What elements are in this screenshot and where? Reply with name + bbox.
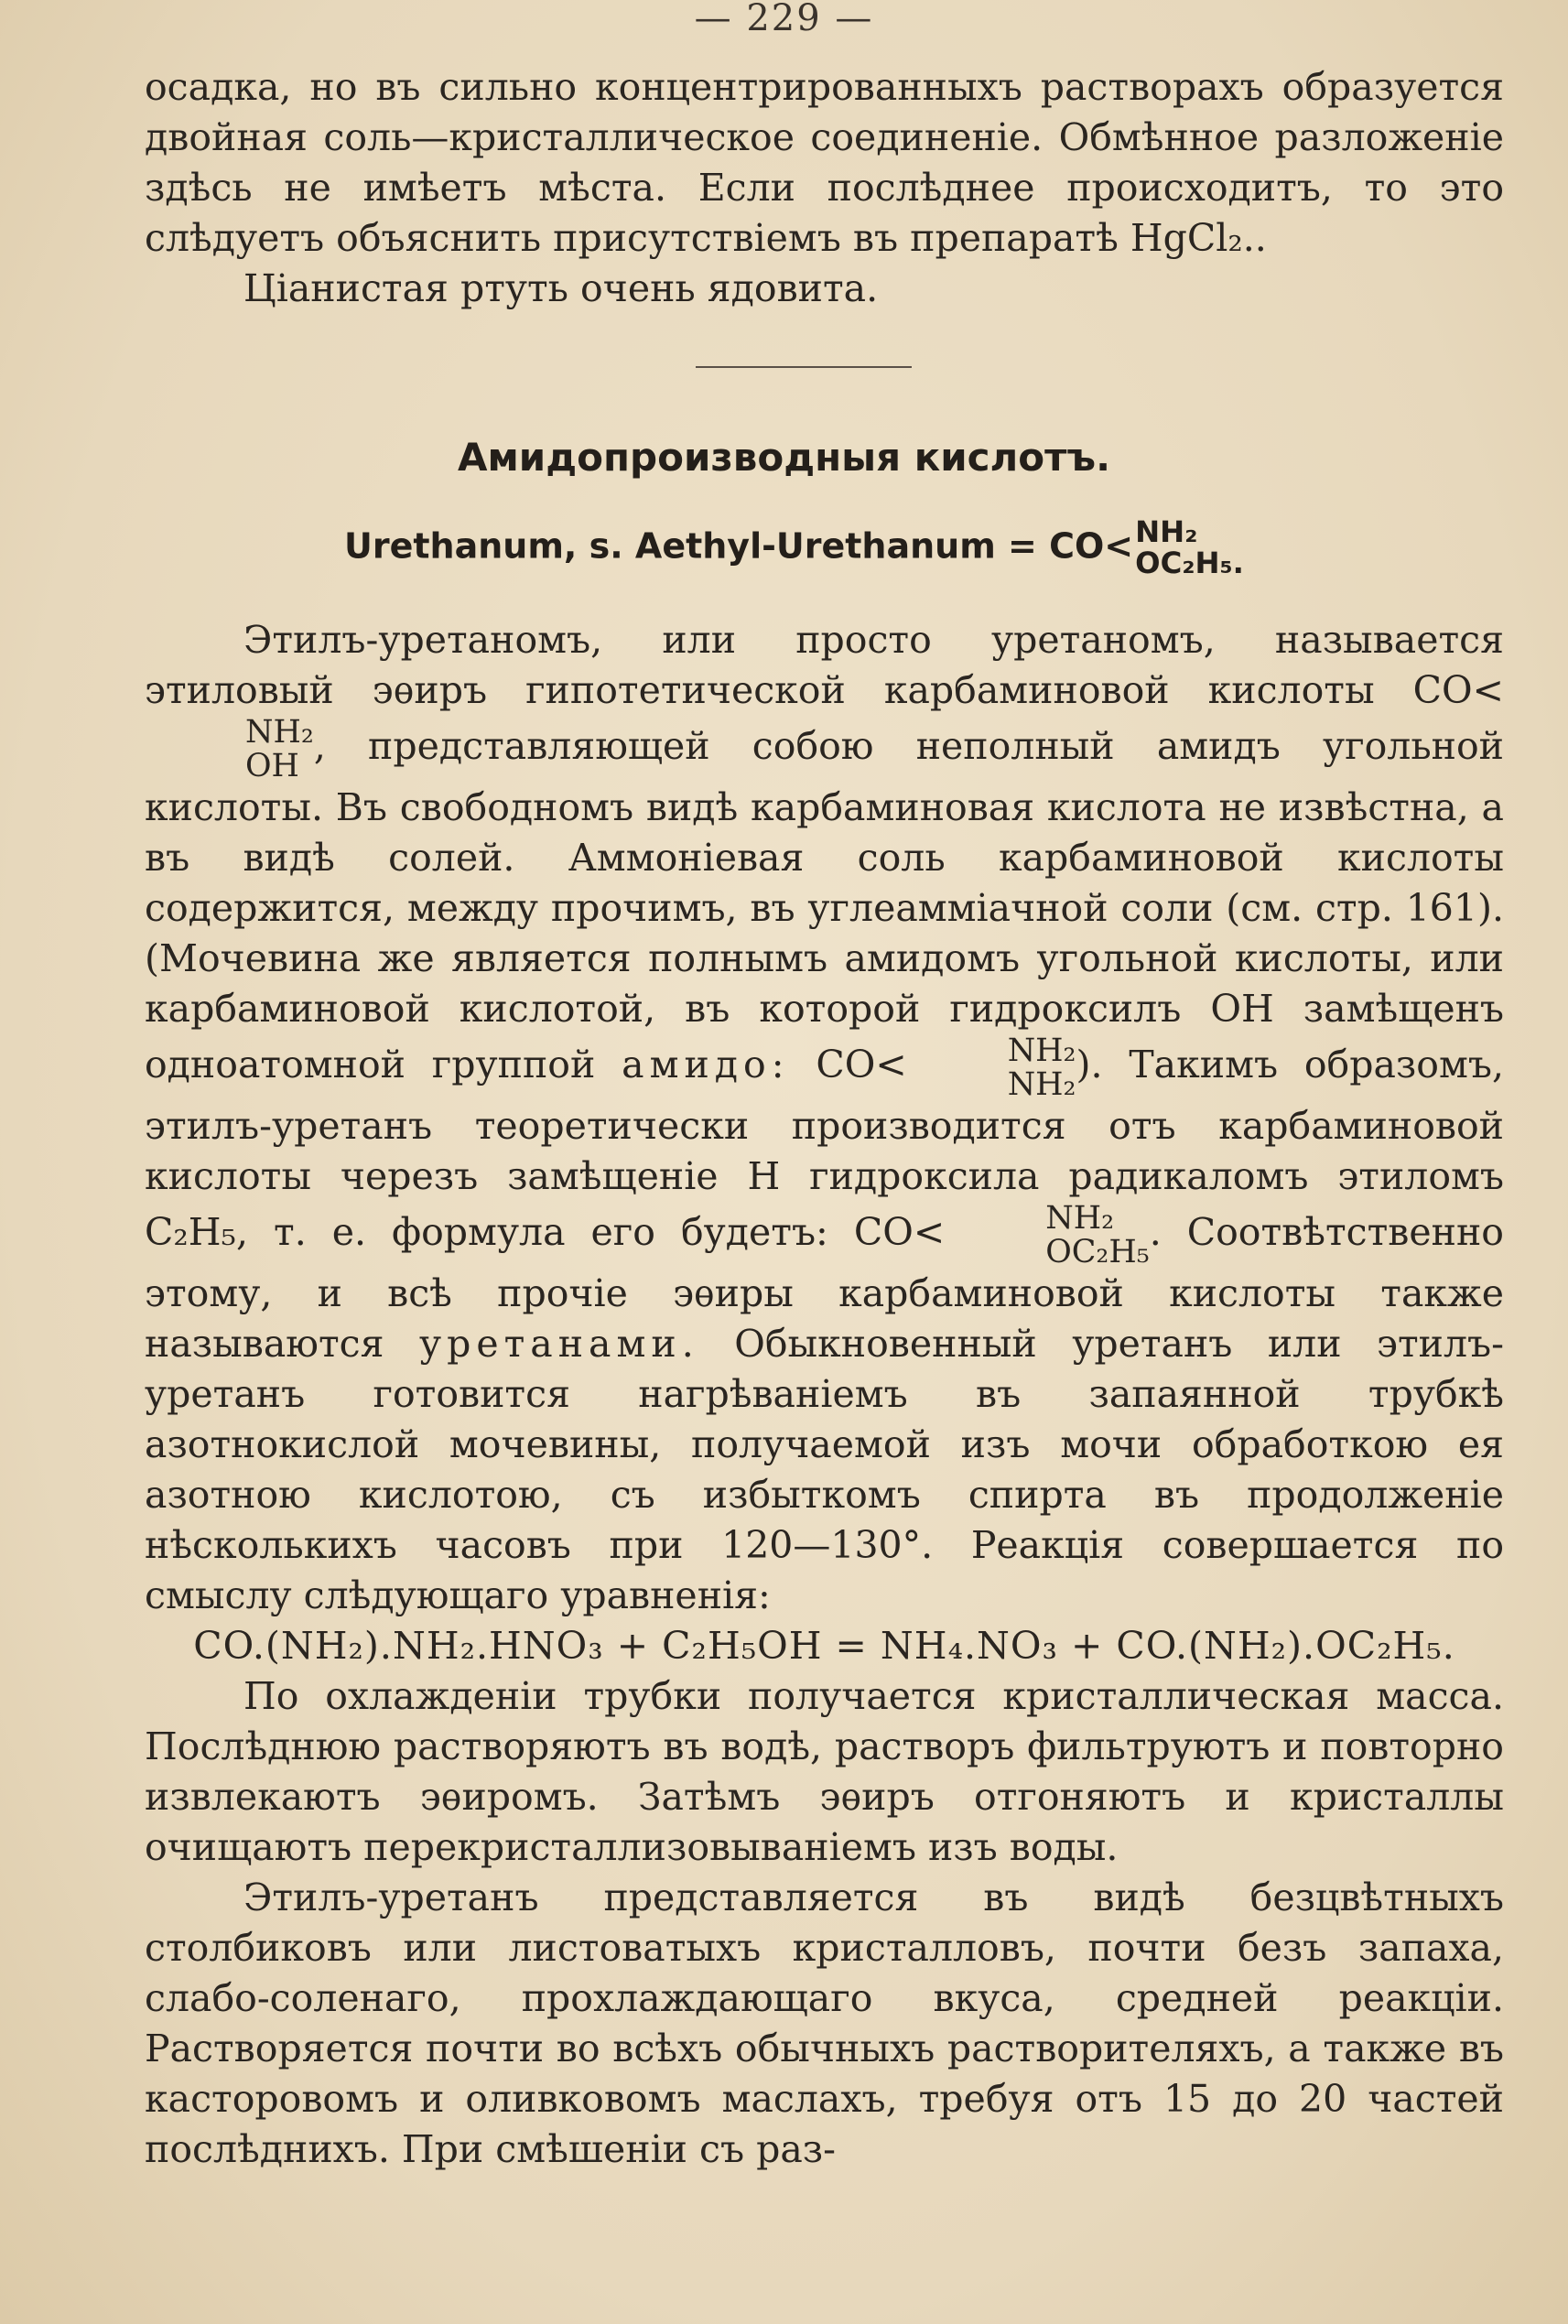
heading-latin-name: Urethanum, — [344, 525, 578, 567]
section-divider — [696, 366, 912, 368]
heading-formula-bottom: OC₂H₅. — [1135, 545, 1244, 580]
intro-paragraph-toxicity: Ціанистая ртуть очень ядовита. — [243, 266, 879, 310]
heading-separator: s. — [589, 525, 623, 567]
formula-urethane: CO< NH₂ OC₂H₅ — [853, 1200, 1150, 1270]
intro-text — [145, 62, 1504, 314]
intro-paragraph: осадка, но въ сильно концентрированныхъ растворахъ образуется двойная соль—кристаллическое соединеніе. Обмѣнное разложеніе здѣсь не имѣетъ мѣста. Если послѣднее происходитъ, то это слѣдуетъ объяснить присутствіемъ въ препаратѣ HgCl₂.. — [145, 65, 1504, 260]
body-paragraph-urethane: Этилъ-уретаномъ, или просто уретаномъ, называется этиловый эѳиръ гипотетической карбаминовой кислоты CO< NH₂ OH , представляющей собою неполный амидъ угольной кислоты. Въ свободномъ видѣ карбаминовая кислота не извѣстна, а въ видѣ солей. Аммоніевая соль карбаминовой кислоты содержится, между прочимъ, въ углеамміачной соли (см. стр. 161). (Мочевина же является полнымъ амидомъ угольной кислоты, или карбаминовой кислотой, въ которой гидроксилъ OH замѣщенъ одноатомной группой амидо: CO< NH₂ NH₂ ). Такимъ образомъ, этилъ-уретанъ теоретически производится отъ карбаминовой кислоты черезъ замѣщеніе H гидроксила радикаломъ этиломъ C₂H₅, т. е. формула его будетъ: CO< NH₂ OC₂H₅ . Соотвѣтственно этому, и всѣ прочіе эѳиры карбаминовой кислоты также называются уретанами. Обыкновенный уретанъ или этилъ-уретанъ готовится нагрѣваніемъ въ запаянной трубкѣ азотнокислой мочевины, получаемой изъ мочи обработкою ея азотною кислотою, съ избыткомъ спирта въ продолженіе нѣсколькихъ часовъ при 120—130°. Реакція совершается по смыслу слѣдующаго уравненія: — [145, 618, 1504, 1618]
page-number: — 229 — — [694, 0, 874, 39]
body-text — [145, 615, 1504, 2175]
heading-formula: = CO< NH₂ OC₂H₅. — [1008, 514, 1244, 580]
formula-urea: CO< NH₂ NH₂ — [816, 1032, 1076, 1103]
body-paragraph-properties: Этилъ-уретанъ представляется въ видѣ безцвѣтныхъ столбиковъ или листоватыхъ кристалловъ, почти безъ запаха, слабо-соленаго, прохлаждающаго вкуса, средней реакціи. Растворяется почти во всѣхъ обычныхъ растворителяхъ, а также въ касторовомъ и оливковомъ маслахъ, требуя отъ 15 до 20 частей послѣднихъ. При смѣшеніи съ раз- — [145, 1875, 1504, 2172]
formula-carbamic-acid: CO< NH₂ OH — [245, 668, 1504, 784]
heading-latin-synonym: Aethyl-Urethanum — [634, 525, 996, 567]
section-title: Амидопроизводныя кислотъ. — [457, 435, 1111, 480]
emphasis-amido: амидо: — [622, 1043, 790, 1087]
article-heading — [344, 514, 1260, 580]
body-paragraph-purification: По охлажденіи трубки получается кристаллическая масса. Послѣднюю растворяютъ въ водѣ, растворъ фильтруютъ и повторно извлекаютъ эѳиромъ. Затѣмъ эѳиръ отгоняютъ и кристаллы очищаютъ перекристаллизовываніемъ изъ воды. — [145, 1674, 1504, 1870]
heading-formula-top: NH₂ — [1135, 514, 1198, 549]
emphasis-urethanes: уретанами. — [418, 1322, 699, 1367]
reaction-equation: CO.(NH₂).NH₂.HNO₃ + C₂H₅OH = NH₄.NO₃ + CO.(NH₂).OC₂H₅. — [193, 1624, 1455, 1669]
